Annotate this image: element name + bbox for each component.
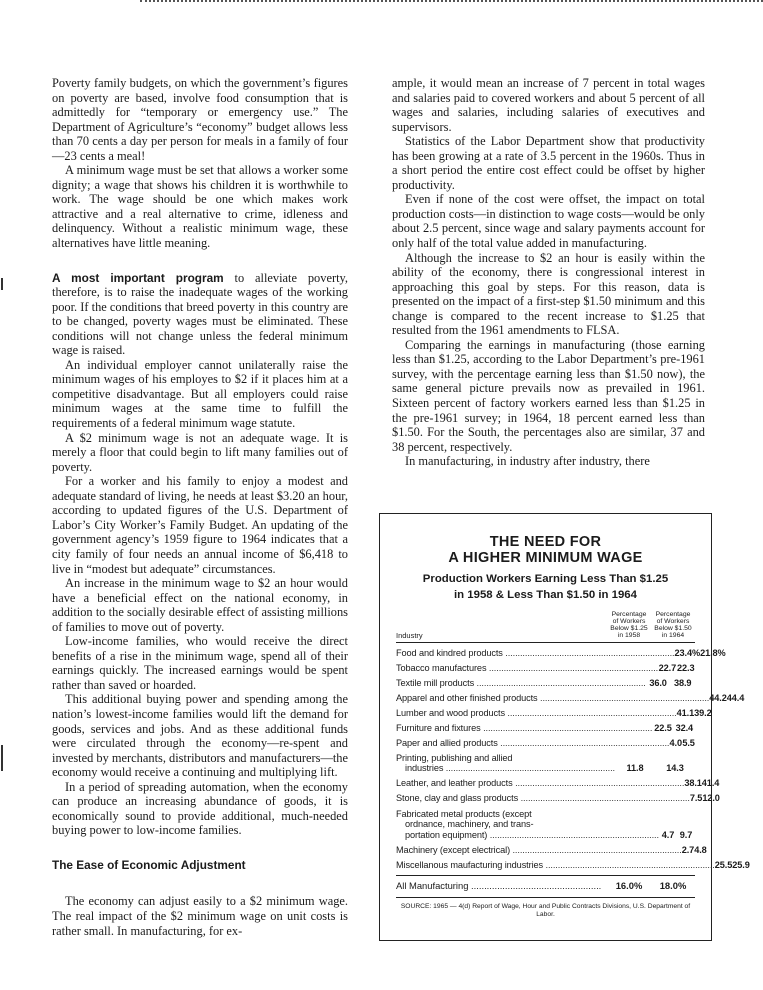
table-row: [396, 723, 695, 734]
table-title-line: THE NEED FOR: [489, 534, 602, 550]
row-value-1964: 4.8: [694, 844, 707, 855]
paragraph: In a period of spreading automation, when the economy can produce an increasing abundance of goods, it is economically sound to provide additional, much-needed buying power to low-income families.: [52, 779, 348, 838]
table-row: [396, 678, 695, 689]
row-industry: Machinery (except electrical) .....................................................................: [396, 844, 682, 855]
paragraph: ample, it would mean an increase of 7 percent in total wages and salaries paid to covered workers and about 5 percent of all wages and salaries, including salaries of executives and supervisors.: [392, 76, 705, 134]
row-value-1964: 21.8%: [700, 647, 726, 658]
margin-mark: [1, 278, 3, 290]
left-column: [52, 76, 348, 938]
row-value-1964: 9.7: [679, 829, 693, 840]
row-industry: Miscellanous maufacturing industries .....................................................................: [396, 859, 715, 870]
column-header-1964: Percentage of Workers Below $1.50 in 1964: [654, 611, 692, 639]
total-1958: 16.0%: [615, 880, 643, 892]
table-row: [396, 844, 707, 856]
row-industry: Stone, clay and glass products .....................................................................: [396, 793, 690, 804]
row-value-1964: 44.4: [726, 692, 745, 703]
row-industry: Textile mill products .....................................................................: [396, 677, 646, 688]
table-body: [396, 647, 750, 871]
row-value-1958: 4.0: [669, 737, 683, 748]
top-dotted-rule: [140, 0, 763, 2]
row-value-1964: 12.0: [702, 793, 720, 804]
paragraph: Comparing the earnings in manufacturing (those earning less than $1.25, according to the Labor Department’s pre-1961 survey, with the percentage earning less than $1.50 now), the same general picture prevails now as prevailed in 1961. Sixteen percent of factory workers earned less than $1.25 in the pre-1961 survey; in 1964, 18 percent earned less than $1.50. For the South, the percentages also are similar, 37 and 38 percent, respectively.: [392, 337, 705, 454]
row-value-1958: 44.2: [709, 692, 727, 703]
paragraph: The economy can adjust easily to a $2 minimum wage. The real impact of the $2 minimum wage on unit costs is rather small. In manufacturing, for ex-: [52, 894, 348, 938]
row-value-1964: 41.4: [701, 778, 720, 789]
table-subtitle: [396, 571, 695, 603]
paragraph: Even if none of the cost were offset, the impact on total production costs—in distinction to wage costs—would be only about 2.5 percent, since wage and salary payments account for only half of the total value added in manufacturing.: [392, 192, 705, 251]
row-industry: Tobacco manufactures .....................................................................: [396, 662, 659, 673]
table-header: [396, 611, 695, 643]
row-value-1958: 36.0: [649, 677, 667, 688]
table-row: [396, 647, 726, 659]
row-industry: Fabricated metal products (except ordnance, machinery, and trans- portation equipment) .....................................................................: [396, 808, 659, 840]
table-row: [396, 692, 745, 704]
table-title: [396, 534, 695, 566]
row-industry: Printing, publishing and allied industries .....................................................................: [396, 752, 616, 774]
row-value-1964: 38.9: [673, 677, 692, 688]
paragraph: Although the increase to $2 an hour is easily within the ability of the economy, there is congressional interest in approaching this goal by steps. For this reason, data is presented on the impact of a first-step $1.50 minimum and this change is compared to the recent increase to $1.25 that resulted from the 1961 amendments to FLSA.: [392, 250, 705, 338]
table-row: [396, 663, 695, 674]
table-row: [396, 859, 750, 871]
table-row: [396, 738, 695, 749]
minimum-wage-table: [379, 513, 750, 941]
row-value-1958: 2.7: [681, 844, 695, 855]
row-value-1964: 32.4: [675, 722, 694, 733]
paragraph: Statistics of the Labor Department show that productivity has been growing at a rate of 3.5 percent in the 1960s. Thus in a short period the entire cost effect could be offset by higher productivity.: [392, 134, 705, 192]
total-1964: 18.0%: [659, 880, 687, 892]
table-subtitle-line: in 1958 & Less Than $1.50 in 1964: [454, 589, 637, 601]
row-value-1964: 5.5: [682, 737, 695, 748]
table-title-line: A HIGHER MINIMUM WAGE: [448, 550, 643, 566]
row-industry: Lumber and wood products .....................................................................: [396, 707, 677, 718]
row-value-1958: 23.4%: [674, 647, 701, 658]
row-value-1964: 22.3: [677, 662, 695, 673]
table-row: [396, 753, 695, 774]
paragraph: Low-income families, who would receive the direct benefits of a rise in the minimum wage, spend all of their earnings quickly. The increased earnings would be spent rather than saved or hoarded.: [52, 634, 348, 692]
table-row: [396, 707, 712, 719]
row-industry: Furniture and fixtures .....................................................................: [396, 722, 653, 733]
row-value-1964: 39.2: [694, 707, 712, 718]
margin-mark: [1, 745, 3, 771]
paragraph: Poverty family budgets, on which the government’s figures on poverty are based, involve food consumption that is admittedly for “temporary or emergency use.” The Department of Agriculture’s “economy” budget allows less than 70 cents a day per person for meals in a family of four—23 cents a meal!: [52, 76, 348, 163]
row-value-1958: 4.7: [661, 829, 675, 840]
paragraph: This additional buying power and spending among the nation’s lowest-income families would lift the demand for goods, services and jobs. And as these additional funds were circulated through the economy—re-spent and invested by merchants, distributors and manufacturers—the economy would receive a continuing and multiplying lift.: [52, 692, 348, 780]
row-value-1964: 14.3: [666, 763, 684, 774]
paragraph: An individual employer cannot unilaterally raise the minimum wages of his employes to $2 if it places him at a competitive disadvantage. But all employers could raise minimum wages at the same time to fulfill the requirements of a federal minimum wage statute.: [52, 357, 348, 431]
paragraph: In manufacturing, in industry after industry, there: [405, 454, 650, 469]
row-industry: Apparel and other finished products .....................................................................: [396, 692, 710, 703]
column-header-1958: Percentage of Workers Below $1.25 in 1958: [610, 611, 648, 639]
row-value-1958: 25.5: [714, 859, 733, 870]
table-row: [396, 793, 720, 804]
column-header-industry: Industry: [396, 631, 423, 640]
row-value-1958: 22.7: [658, 662, 677, 673]
row-value-1964: 25.9: [732, 859, 750, 870]
row-industry: Leather, and leather products .....................................................................: [396, 778, 685, 789]
row-value-1958: 22.5: [654, 722, 672, 733]
paragraph: An increase in the minimum wage to $2 an hour would have a beneficial effect on the national economy, in addition to the socially desirable effect of assisting millions of families to move out of poverty.: [52, 576, 348, 634]
row-value-1958: 41.1: [676, 707, 695, 718]
row-value-1958: 7.5: [689, 793, 703, 804]
row-industry: Paper and allied products .....................................................................: [396, 737, 670, 748]
table-source-note: SOURCE: 1965 — 4(d) Report of Wage, Hour and Public Contracts Divisions, U.S. Department of Labor.: [396, 897, 695, 919]
paragraph: A minimum wage must be set that allows a worker some dignity; a wage that shows his children it is worthwhile to work. The wage should be one which makes work attractive and a real alternative to crime, idleness and delinquency. Without a realistic minimum wage, these alternatives have little meaning.: [52, 163, 348, 251]
table-row: [396, 809, 695, 841]
paragraph: A $2 minimum wage is not an adequate wage. It is merely a floor that could begin to lift many families out of poverty.: [52, 430, 348, 474]
paragraph: For a worker and his family to enjoy a modest and adequate standard of living, he needs at least $3.20 an hour, according to updated figures of the U.S. Department of Labor’s City Worker’s Family Budget. An updating of the government agency’s 1959 figure to 1964 indicates that a city family of four needs an annual income of $6,418 to live in “modest but adequate” circumstances.: [52, 474, 348, 576]
row-value-1958: 11.8: [626, 763, 644, 774]
section-heading: The Ease of Economic Adjustment: [52, 857, 246, 872]
row-value-1958: 38.1: [684, 778, 702, 789]
table-subtitle-line: Production Workers Earning Less Than $1.25: [422, 573, 669, 585]
lead-in-heading: A most important program: [52, 270, 224, 285]
row-industry: Food and kindred products .....................................................................: [396, 647, 675, 658]
table-total-row: [396, 875, 695, 891]
total-label: All Manufacturing ..................................................: [396, 880, 602, 892]
table-row: [396, 778, 720, 789]
right-column: [392, 76, 705, 469]
paragraph: A most important program to alleviate poverty, therefore, is to raise the inadequate wages of the working poor. If the conditions that breed poverty in this country are to be changed, poverty wages must be eliminated. These conditions will not change unless the federal minimum wage is raised.: [52, 270, 348, 358]
